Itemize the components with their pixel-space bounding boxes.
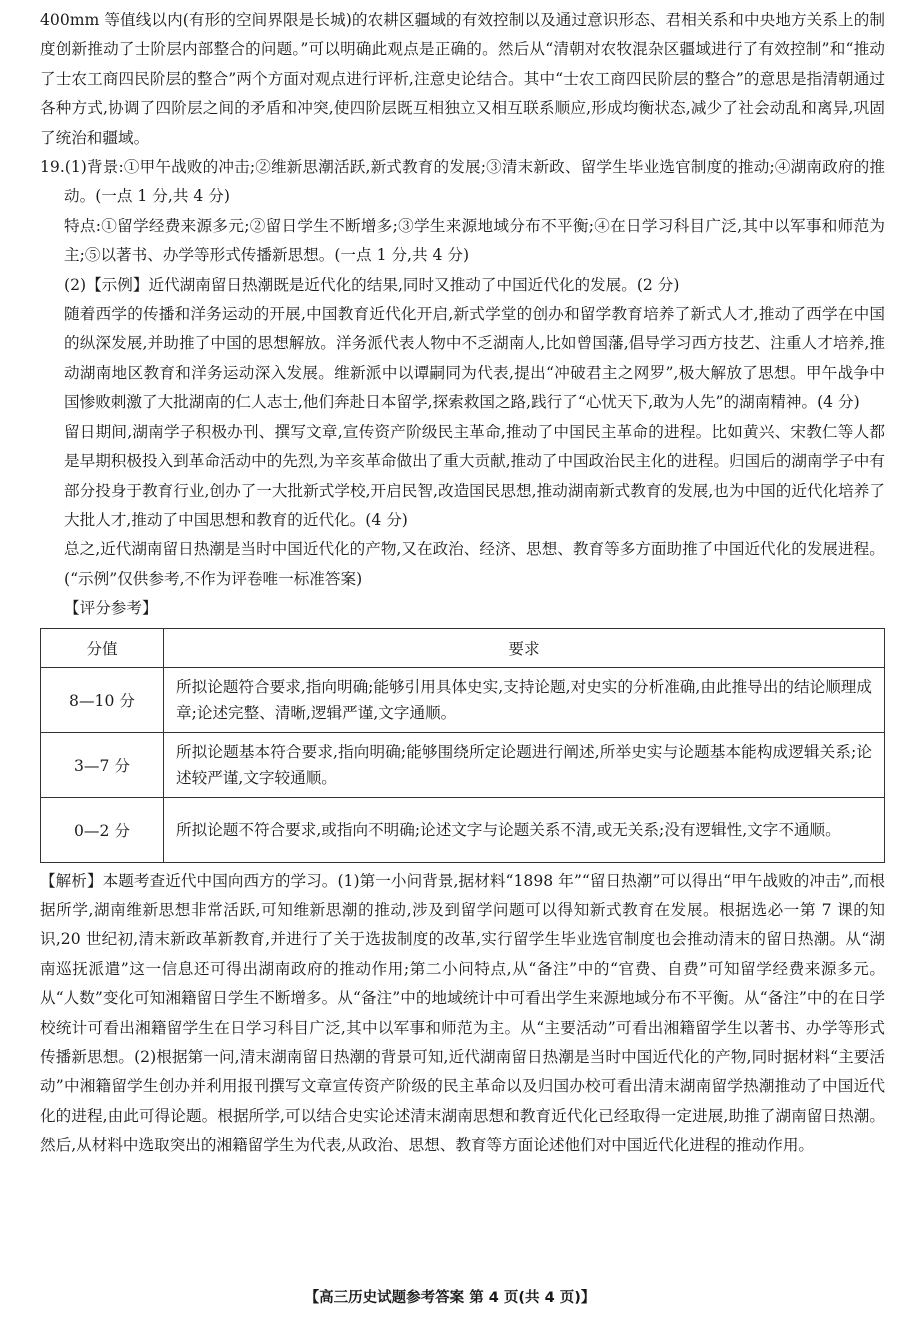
header-requirement: 要求 bbox=[164, 628, 885, 667]
q19-part2-paragraph-2: 留日期间,湖南学子积极办刊、撰写文章,宣传资产阶级民主革命,推动了中国民主革命的进程。比如黄兴、宋教仁等人都是早期积极投入到革命活动中的先烈,为辛亥革命做出了重大贡献,推动了中国政治民主化的进程。归国后的湖南学子中有部分投身于教育行业,创办了一大批新式学校,开启民智,改造国民思想,推动湖南新式教育的发展,也为中国的近代化培养了大批人才,推动了中国思想和教育的近代化。(4 分) bbox=[64, 422, 885, 529]
analysis-paragraph: 【解析】本题考查近代中国向西方的学习。(1)第一小问背景,据材料“1898 年”“留日热潮”可以得出“甲午战败的冲击”,而根据所学,湖南维新思想非常活跃,可知维新思潮的推动,涉及到留学问题可以得知新式教育在发展。根据选必一第 7 课的知识,20 世纪初,清末新政革新教育,并进行了关于选拔制度的改革,实行留学生毕业选官制度也会推动清末的留日热潮。从“湖南巡抚派遣”这一信息还可得出湖南政府的推动作用;第二小问特点,从“备注”中的“官费、自费”可知留学经费来源多元。从“人数”变化可知湘籍留日学生不断增多。从“备注”中的地域统计中可看出学生来源地域分布不平衡。从“备注”中的在日学校统计可看出湘籍留学生在日学习科目广泛,其中以军事和师范为主。从“主要活动”可看出湘籍留学生以著书、办学等形式传播新思想。(2)根据第一问,清末湖南留日热潮的背景可知,近代湖南留日热潮是当时中国近代化的产物,同时据材料“主要活动”中湘籍留学生创办并利用报刊撰写文章宣传资产阶级的民主革命以及归国办校可看出清末湖南留学热潮推动了中国近代化的进程,由此可得论题。根据所学,可以结合史实论述清末湖南思想和教育近代化已经取得一定进展,助推了湖南留日热潮。然后,从材料中选取突出的湘籍留学生为代表,从政治、思想、教育等方面论述他们对中国近代化进程的推动作用。 bbox=[40, 871, 885, 1155]
header-score: 分值 bbox=[41, 628, 164, 667]
score-requirement: 所拟论题符合要求,指向明确;能够引用具体史实,支持论题,对史实的分析准确,由此推导出的结论顺理成章;论述完整、清晰,逻辑严谨,文字通顺。 bbox=[164, 667, 885, 732]
score-range: 0—2 分 bbox=[41, 797, 164, 862]
q19-part1-background: 19.(1)背景:①甲午战败的冲击;②维新思潮活跃,新式教育的发展;③清末新政、留学生毕业选官制度的推动;④湖南政府的推动。(一点 1 分,共 4 分) bbox=[40, 158, 885, 206]
table-row bbox=[41, 732, 885, 797]
q19-part2-example-thesis: (2)【示例】近代湖南留日热潮既是近代化的结果,同时又推动了中国近代化的发展。(2 分) bbox=[64, 275, 680, 294]
scoring-heading: 【评分参考】 bbox=[64, 599, 158, 618]
q19-part2-paragraph-1: 随着西学的传播和洋务运动的开展,中国教育近代化开启,新式学堂的创办和留学教育培养了新式人才,推动了西学在中国的纵深发展,并助推了中国的思想解放。洋务派代表人物中不乏湖南人,比如曾国藩,倡导学习西方技艺、注重人才培养,推动湖南地区教育和洋务运动深入发展。维新派中以谭嗣同为代表,提出“冲破君主之网罗”,极大解放了思想。甲午战争中国惨败刺激了大批湖南的仁人志士,他们奔赴日本留学,探索救国之路,践行了“心忧天下,敢为人先”的湖南精神。(4 分) bbox=[64, 305, 885, 412]
score-range: 8—10 分 bbox=[41, 667, 164, 732]
table-row bbox=[41, 797, 885, 862]
q19-part1-features: 特点:①留学经费来源多元;②留日学生不断增多;③学生来源地域分布不平衡;④在日学习科目广泛,其中以军事和师范为主;⑤以著书、办学等形式传播新思想。(一点 1 分,共 4 分) bbox=[64, 216, 885, 265]
page-footer: 【高三历史试题参考答案 第 4 页(共 4 页)】 bbox=[304, 1290, 596, 1306]
paragraph-continued: 400mm 等值线以内(有形的空间界限是长城)的农耕区疆域的有效控制以及通过意识形态、君相关系和中央地方关系上的制度创新推动了士阶层内部整合的问题。”可以明确此观点是正确的。然后从“清朝对农牧混杂区疆域进行了有效控制”和“推动了士农工商四民阶层的整合”两个方面对观点进行评析,注意史论结合。其中“士农工商四民阶层的整合”的意思是指清朝通过各种方式,协调了四阶层之间的矛盾和冲突,使四阶层既互相独立又相互联系顺应,形成均衡状态,减少了社会动乱和离异,巩固了统治和疆域。 bbox=[40, 11, 885, 147]
table-row bbox=[41, 667, 885, 732]
page-content bbox=[40, 6, 885, 1161]
score-requirement: 所拟论题不符合要求,或指向不明确;论述文字与论题关系不清,或无关系;没有逻辑性,文字不通顺。 bbox=[164, 797, 885, 862]
scoring-table bbox=[40, 628, 885, 863]
score-requirement: 所拟论题基本符合要求,指向明确;能够围绕所定论题进行阐述,所举史实与论题基本能构成逻辑关系;论述较严谨,文字较通顺。 bbox=[164, 732, 885, 797]
score-range: 3—7 分 bbox=[41, 732, 164, 797]
scoring-table-header bbox=[41, 628, 885, 667]
q19-part2-conclusion: 总之,近代湖南留日热潮是当时中国近代化的产物,又在政治、经济、思想、教育等多方面助推了中国近代化的发展进程。 bbox=[64, 540, 885, 559]
example-note: (“示例”仅供参考,不作为评卷唯一标准答案) bbox=[64, 569, 363, 588]
